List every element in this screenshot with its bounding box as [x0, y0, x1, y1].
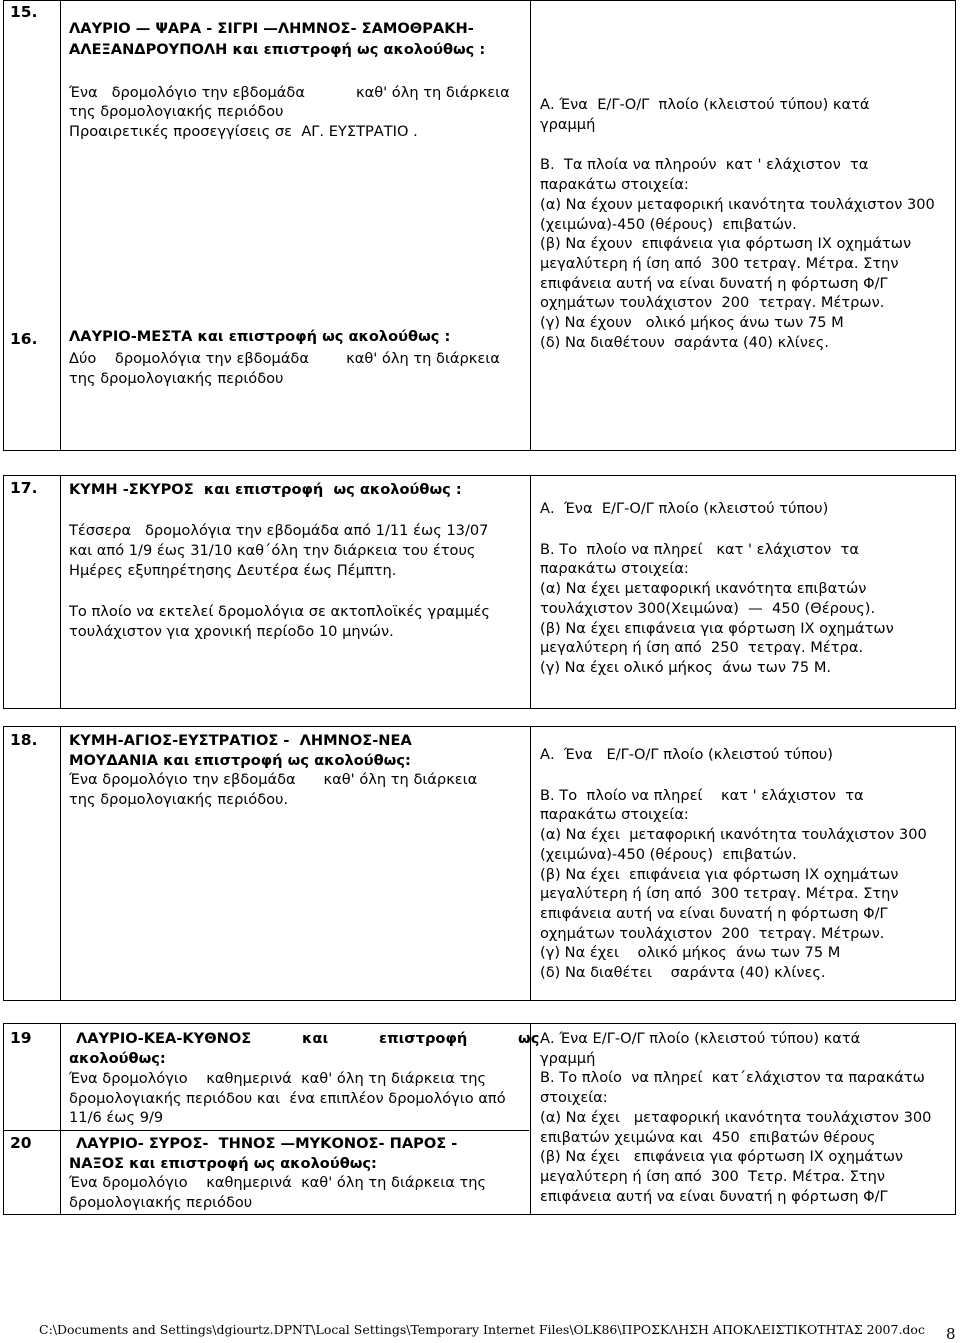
requirement-line: (β) Να έχει επιφάνεια για φόρτωση ΙΧ οχημάτων [540, 1148, 904, 1166]
requirements-18 [540, 745, 927, 983]
requirement-line: Β. Τα πλοία να πληρούν κατ ' ελάχιστον τα [540, 156, 869, 174]
requirement-line: Α. Ένα Ε/Γ-Ο/Γ πλοίο (κλειστού τύπου) [540, 746, 833, 763]
requirement-line [540, 765, 927, 786]
requirement-line: γραμμή [540, 115, 596, 133]
schedule-text: 11/6 έως 9/9 [69, 1109, 164, 1126]
requirement-line: (α) Να έχει μεταφορική ικανότητα τουλάχιστον 300 [540, 826, 927, 844]
footer-file-path: C:\Documents and Settings\dgiourtz.DPNT\Local Settings\Temporary Internet Files\OLK86\ΠΡΟΣΚΛΗΣΗ ΑΠΟΚΛΕΙΣΤΙΚΟΤΗΤΑΣ 2007.doc [39, 1322, 925, 1337]
route-title: ΚΥΜΗ -ΣΚΥΡΟΣ και επιστροφή ως ακολούθως : [69, 481, 462, 498]
route-title: ΜΟΥΔΑΝΙΑ και επιστροφή ως ακολούθως: [69, 752, 411, 769]
requirements-17 [540, 499, 894, 678]
requirement-line: παρακάτω στοιχεία: [540, 176, 689, 194]
schedule-text: Το πλοίο να εκτελεί δρομολόγια σε ακτοπλοϊκές γραμμές [69, 603, 490, 620]
requirement-line: παρακάτω στοιχεία: [540, 560, 689, 578]
requirements-15-16 [540, 95, 935, 352]
requirement-line: επιφάνεια αυτή να είναι δυνατή η φόρτωση Φ/Γ [540, 1187, 888, 1205]
schedule-text: της δρομολογιακής περιόδου [69, 370, 284, 387]
schedule-text: Ένα δρομολόγιο καθημερινά καθ' όλη τη διάρκεια της [69, 1174, 487, 1191]
route-title: ΚΥΜΗ-ΑΓΙΟΣ-ΕΥΣΤΡΑΤΙΟΣ - ΛΗΜΝΟΣ-ΝΕΑ [69, 732, 412, 749]
requirement-line: μεγαλύτερη ή ίση από 300 Τετρ. Μέτρα. Στην [540, 1167, 886, 1185]
schedule-text: Ένα δρομολόγιο την εβδομάδα καθ' όλη τη διάρκεια [69, 84, 510, 101]
section-number: 18. [10, 731, 38, 749]
schedule-text: Ένα δρομολόγιο καθημερινά καθ' όλη τη διάρκεια της [69, 1070, 487, 1087]
requirement-line: Β. Το πλοίο να πληρεί κατ ' ελάχιστον τα [540, 540, 859, 558]
route-title: ΑΛΕΞΑΝΔΡΟΥΠΟΛΗ και επιστροφή ως ακολούθως : [69, 41, 486, 58]
section-number: 17. [10, 479, 38, 497]
requirement-line: (χειμώνα)-450 (θέρους) επιβατών. [540, 215, 797, 233]
requirement-line: επιφάνεια αυτή να είναι δυνατή η φόρτωση Φ/Γ [540, 904, 888, 922]
schedule-text: και από 1/9 έως 31/10 καθ΄όλη την διάρκεια του έτους [69, 542, 476, 559]
requirement-line: (γ) Να έχει ολικό μήκος άνω των 75 Μ. [540, 658, 832, 676]
requirement-line: (γ) Να έχει ολικό μήκος άνω των 75 Μ [540, 944, 841, 962]
section-number: 20 [10, 1134, 32, 1152]
requirement-line: οχημάτων τουλάχιστον 200 τετραγ. Μέτρων. [540, 924, 885, 942]
route-title: ΛΑΥΡΙΟ- ΣΥΡΟΣ- ΤΗΝΟΣ —ΜΥΚΟΝΟΣ- ΠΑΡΟΣ - [76, 1135, 458, 1152]
page-number: 8 [946, 1325, 956, 1343]
route-title: ακολούθως: [69, 1050, 166, 1067]
requirement-line: γραμμή [540, 1049, 596, 1067]
requirement-line: (β) Να έχει επιφάνεια για φόρτωση ΙΧ οχημάτων [540, 865, 899, 883]
requirement-line: οχημάτων τουλάχιστον 200 τετραγ. Μέτρων. [540, 294, 885, 312]
section-number: 15. [10, 3, 38, 21]
requirement-line: Β. Το πλοίο να πληρεί κατ΄ελάχιστον τα παρακάτω [540, 1069, 925, 1087]
requirement-line: επιβατών χειμώνα και 450 επιβατών θέρους [540, 1128, 876, 1146]
requirement-line: μεγαλύτερη ή ίση από 300 τετραγ. Μέτρα. Στην [540, 254, 899, 272]
requirement-line: (δ) Να διαθέτουν σαράντα (40) κλίνες. [540, 333, 829, 351]
schedule-text: Προαιρετικές προσεγγίσεις σε ΑΓ. ΕΥΣΤΡΑΤΙΟ . [69, 123, 418, 140]
requirement-line: Α. Ένα Ε/Γ-Ο/Γ πλοίο (κλειστού τύπου) κατά [540, 1030, 861, 1047]
requirement-line: (α) Να έχουν μεταφορική ικανότητα τουλάχιστον 300 [540, 195, 935, 213]
route-title: ΛΑΥΡΙΟ-ΚΕΑ-ΚΥΘΝΟΣ και επιστροφή ως [76, 1030, 540, 1047]
requirement-line: (γ) Να έχουν ολικό μήκος άνω των 75 Μ [540, 314, 844, 332]
requirement-line: (δ) Να διαθέτει σαράντα (40) κλίνες. [540, 964, 826, 982]
schedule-text: δρομολογιακής περιόδου και ένα επιπλέον δρομολόγιο από [69, 1090, 506, 1107]
requirement-line [540, 134, 935, 155]
requirement-line: επιφάνεια αυτή να είναι δυνατή η φόρτωση Φ/Γ [540, 274, 888, 292]
schedule-text: Ένα δρομολόγιο την εβδομάδα καθ' όλη τη διάρκεια [69, 771, 478, 788]
route-title: ΝΑΞΟΣ και επιστροφή ως ακολούθως: [69, 1155, 377, 1172]
requirement-line: μεγαλύτερη ή ίση από 300 τετραγ. Μέτρα. Στην [540, 885, 899, 903]
schedule-text: Δύο δρομολόγια την εβδομάδα καθ' όλη τη διάρκεια [69, 350, 500, 367]
requirement-line: (α) Να έχει μεταφορική ικανότητα τουλάχιστον 300 [540, 1108, 932, 1126]
requirement-line: (β) Να έχει επιφάνεια για φόρτωση ΙΧ οχημάτων [540, 619, 894, 637]
schedule-text: της δρομολογιακής περιόδου [69, 103, 284, 120]
requirement-line: τουλάχιστον 300(Χειμώνα) — 450 (Θέρους). [540, 599, 876, 617]
requirement-line [540, 519, 894, 540]
requirement-line: στοιχεία: [540, 1089, 608, 1107]
requirement-line: (χειμώνα)-450 (θέρους) επιβατών. [540, 845, 797, 863]
schedule-text: δρομολογιακής περιόδου [69, 1194, 253, 1211]
schedule-text: τουλάχιστον για χρονική περίοδο 10 μηνών. [69, 623, 394, 640]
requirement-line: (α) Να έχει μεταφορική ικανότητα επιβατών [540, 580, 867, 598]
requirement-line: (β) Να έχουν επιφάνεια για φόρτωση ΙΧ οχημάτων [540, 235, 912, 253]
section-number: 19 [10, 1029, 32, 1047]
requirements-19-20 [540, 1029, 931, 1206]
route-title: ΛΑΥΡΙΟ — ΨΑΡΑ - ΣΙΓΡΙ —ΛΗΜΝΟΣ- ΣΑΜΟΘΡΑΚΗ- [69, 20, 474, 37]
requirement-line: Α. Ένα Ε/Γ-Ο/Γ πλοίο (κλειστού τύπου) [540, 500, 829, 517]
requirement-line: Β. Το πλοίο να πληρεί κατ ' ελάχιστον τα [540, 786, 864, 804]
requirement-line: μεγαλύτερη ή ίση από 250 τετραγ. Μέτρα. [540, 639, 864, 657]
route-title: ΛΑΥΡΙΟ-ΜΕΣΤΑ και επιστροφή ως ακολούθως : [69, 328, 451, 345]
section-number: 16. [10, 330, 38, 348]
requirement-line: παρακάτω στοιχεία: [540, 806, 689, 824]
requirement-line: Α. Ένα Ε/Γ-Ο/Γ πλοίο (κλειστού τύπου) κατά [540, 96, 870, 113]
schedule-text: Ημέρες εξυπηρέτησης Δευτέρα έως Πέμπτη. [69, 562, 397, 579]
schedule-text: της δρομολογιακής περιόδου. [69, 791, 289, 808]
schedule-text: Τέσσερα δρομολόγια την εβδομάδα από 1/11 έως 13/07 [69, 522, 489, 539]
